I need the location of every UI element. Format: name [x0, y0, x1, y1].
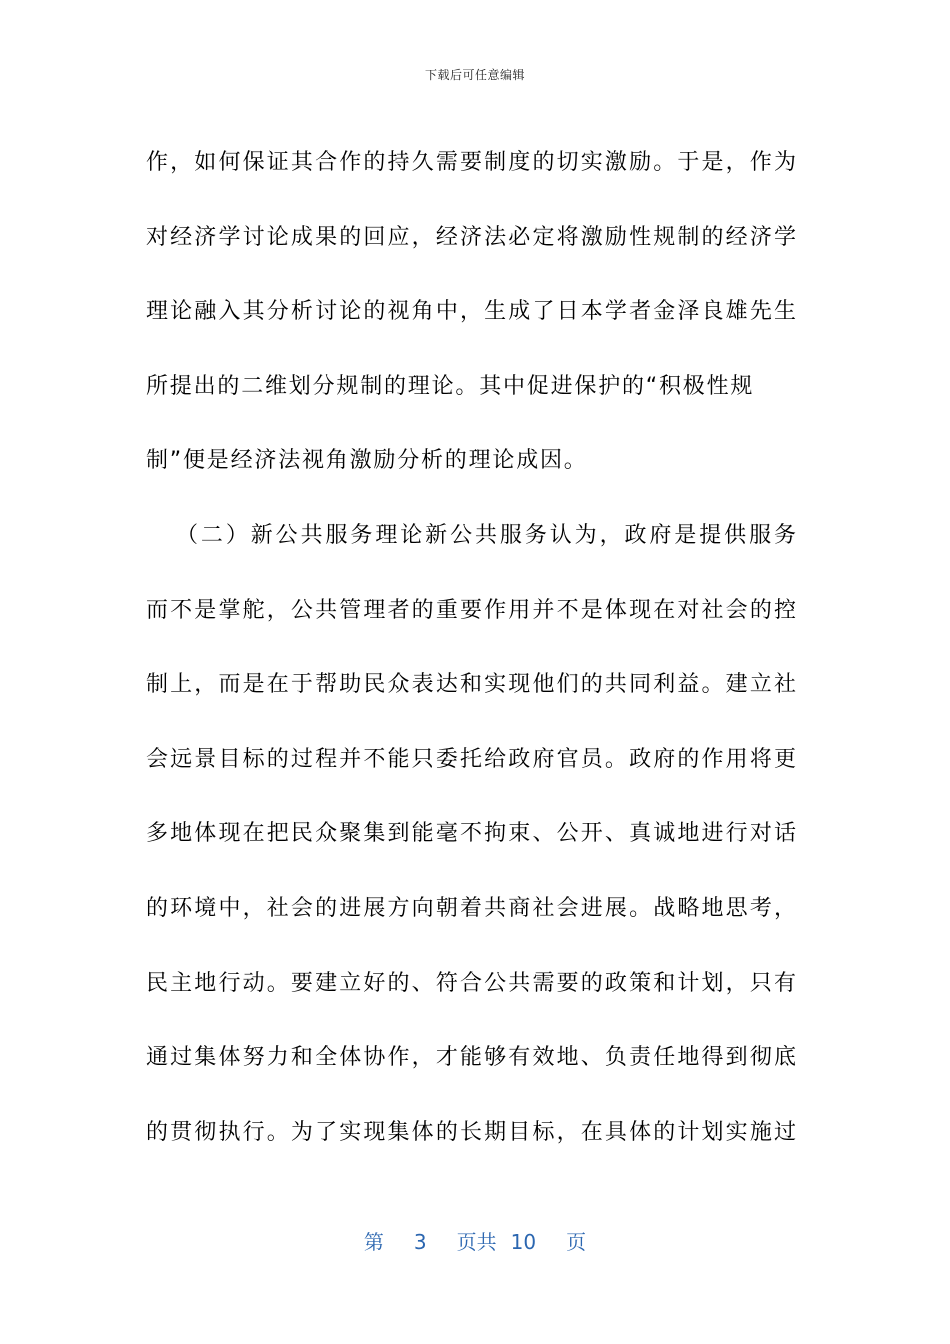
text-line: 会远景目标的过程并不能只委托给政府官员。政府的作用将更	[146, 746, 796, 772]
total-pages-number: 10	[510, 1230, 537, 1254]
text-line: 理论融入其分析讨论的视角中，生成了日本学者金泽良雄先生	[146, 299, 796, 325]
text-line: 对经济学讨论成果的回应，经济法必定将激励性规制的经济学	[146, 224, 796, 250]
footer-middle: 页共	[456, 1230, 497, 1254]
text-line: 制”便是经济法视角激励分析的理论成因。	[146, 448, 588, 474]
text-line: 多地体现在把民众聚集到能毫不拘束、公开、真诚地进行对话	[146, 821, 796, 847]
text-line: 所提出的二维划分规制的理论。其中促进保护的“积极性规	[146, 373, 755, 399]
current-page-number: 3	[413, 1230, 427, 1254]
text-line-paragraph-start: （二）新公共服务理论新公共服务认为，政府是提供服务	[176, 522, 796, 548]
footer-prefix: 第	[363, 1230, 384, 1254]
footer-suffix: 页	[566, 1230, 587, 1254]
text-line: 的贯彻执行。为了实现集体的长期目标，在具体的计划实施过	[146, 1119, 796, 1145]
text-line: 而不是掌舵，公共管理者的重要作用并不是体现在对社会的控	[146, 597, 796, 623]
text-line: 制上，而是在于帮助民众表达和实现他们的共同利益。建立社	[146, 672, 796, 698]
text-line: 民主地行动。要建立好的、符合公共需要的政策和计划，只有	[146, 970, 796, 996]
document-body	[146, 126, 796, 1170]
text-line: 作，如何保证其合作的持久需要制度的切实激励。于是，作为	[146, 150, 796, 175]
page-footer	[0, 1226, 950, 1255]
text-line: 的环境中，社会的进展方向朝着共商社会进展。战略地思考，	[146, 895, 796, 921]
text-line: 通过集体努力和全体协作，才能够有效地、负责任地得到彻底	[146, 1045, 796, 1071]
page-header: 下载后可任意编辑	[424, 68, 525, 82]
